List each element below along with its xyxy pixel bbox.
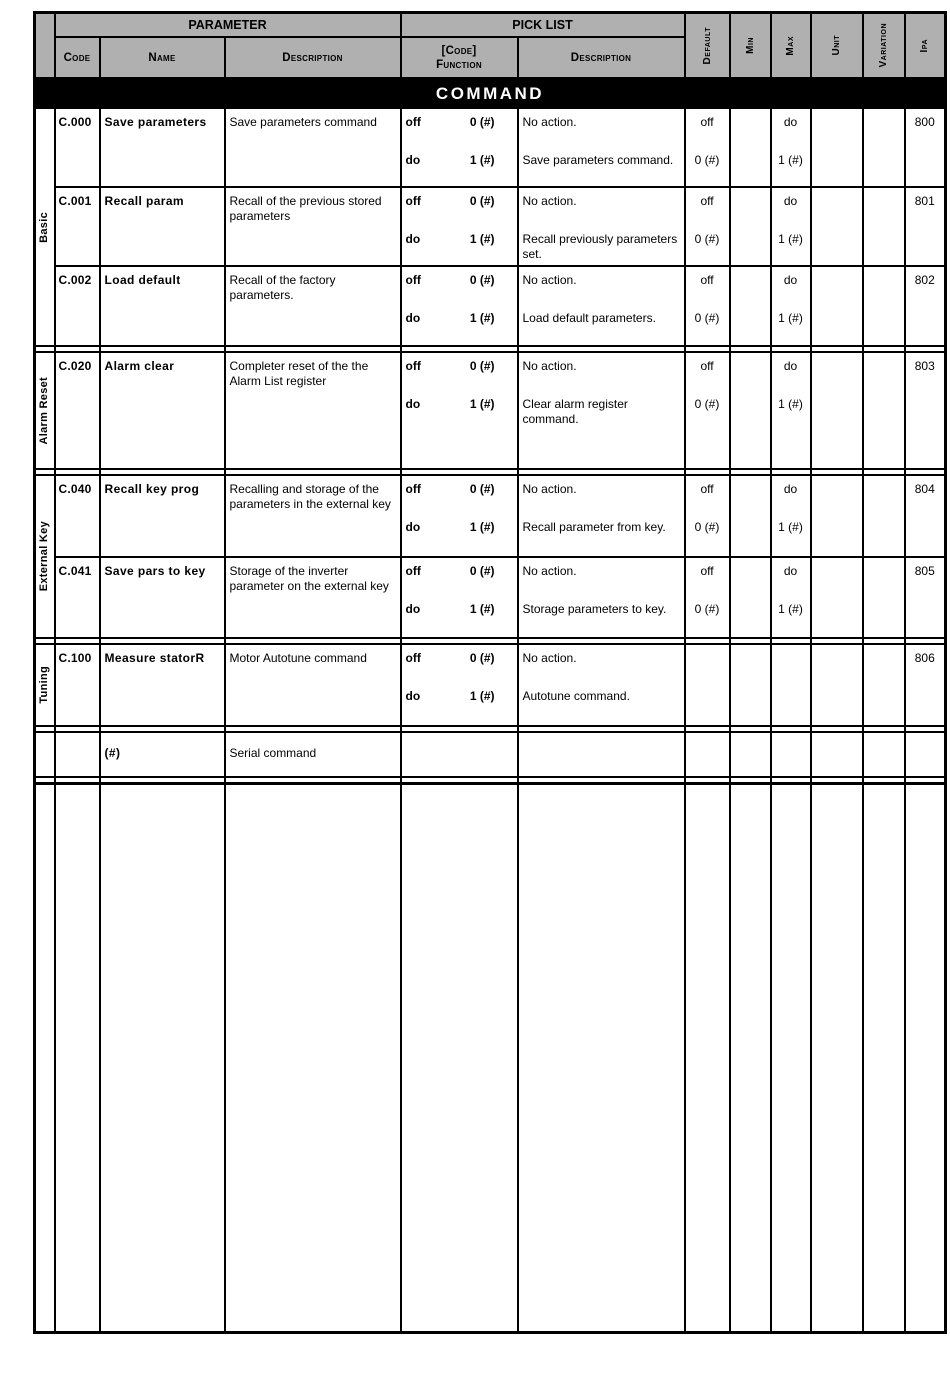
column-header-pick-description: Description bbox=[518, 37, 685, 78]
param-code: C.001 bbox=[55, 187, 100, 266]
ipa-value: 804 bbox=[905, 475, 946, 557]
table-row bbox=[35, 732, 946, 777]
empty-cell bbox=[863, 784, 905, 1333]
param-name: Measure statorR bbox=[100, 644, 225, 726]
param-description: Motor Autotune command bbox=[225, 644, 401, 726]
pick-function: do bbox=[405, 520, 421, 534]
param-name: (#) bbox=[100, 732, 225, 777]
column-header-unit: Unit bbox=[811, 13, 863, 79]
pick-function-cell bbox=[401, 187, 518, 266]
pick-description: No action. bbox=[522, 651, 577, 665]
unit-value bbox=[811, 475, 863, 557]
min-value bbox=[730, 644, 771, 726]
max-value: do 1 (#) bbox=[771, 108, 811, 187]
group-label-cell bbox=[35, 475, 55, 638]
pick-description-cell bbox=[518, 266, 685, 346]
column-header-max: Max bbox=[771, 13, 811, 79]
column-header-variation: Variation bbox=[863, 13, 905, 79]
table-row bbox=[35, 557, 946, 638]
min-value bbox=[730, 352, 771, 469]
ipa-value: 801 bbox=[905, 187, 946, 266]
pick-code: 1 (#) bbox=[469, 689, 495, 703]
ipa-value: 806 bbox=[905, 644, 946, 726]
ipa-value: 805 bbox=[905, 557, 946, 638]
unit-value bbox=[811, 557, 863, 638]
pick-description-cell bbox=[518, 187, 685, 266]
param-name: Load default bbox=[100, 266, 225, 346]
empty-cell bbox=[225, 784, 401, 1333]
pick-description: No action. bbox=[522, 482, 577, 496]
default-value: off 0 (#) bbox=[685, 557, 730, 638]
unit-value bbox=[811, 732, 863, 777]
empty-cell bbox=[730, 784, 771, 1333]
min-value bbox=[730, 557, 771, 638]
default-value: off 0 (#) bbox=[685, 352, 730, 469]
min-value bbox=[730, 187, 771, 266]
table-row bbox=[35, 187, 946, 266]
default-value bbox=[685, 644, 730, 726]
header-row-groups bbox=[35, 13, 946, 38]
unit-value bbox=[811, 187, 863, 266]
param-name: Save pars to key bbox=[100, 557, 225, 638]
pick-function-cell bbox=[401, 352, 518, 469]
unit-value bbox=[811, 108, 863, 187]
min-value bbox=[730, 732, 771, 777]
pick-description-cell bbox=[518, 557, 685, 638]
default-value: off 0 (#) bbox=[685, 475, 730, 557]
min-value bbox=[730, 266, 771, 346]
max-value: do 1 (#) bbox=[771, 475, 811, 557]
pick-code: 0 (#) bbox=[469, 194, 495, 208]
param-description: Recalling and storage of the parameters in the external key bbox=[225, 475, 401, 557]
pick-function: off bbox=[405, 115, 421, 129]
parameter-group-header: PARAMETER bbox=[55, 13, 401, 38]
ipa-value bbox=[905, 732, 946, 777]
empty-cell bbox=[685, 784, 730, 1333]
unit-value bbox=[811, 266, 863, 346]
variation-value bbox=[863, 108, 905, 187]
param-code: C.100 bbox=[55, 644, 100, 726]
group-label: Basic bbox=[38, 211, 51, 243]
empty-cell bbox=[100, 784, 225, 1333]
param-name: Recall param bbox=[100, 187, 225, 266]
pick-function: off bbox=[405, 359, 421, 373]
default-value bbox=[685, 732, 730, 777]
pick-function-cell bbox=[401, 557, 518, 638]
pick-description-cell bbox=[518, 644, 685, 726]
param-name: Alarm clear bbox=[100, 352, 225, 469]
parameter-table bbox=[33, 11, 947, 1334]
empty-cell bbox=[905, 784, 946, 1333]
param-description: Recall of the factory parameters. bbox=[225, 266, 401, 346]
pick-code: 0 (#) bbox=[469, 651, 495, 665]
section-tuning bbox=[35, 644, 946, 726]
pick-description-cell bbox=[518, 108, 685, 187]
pick-function: do bbox=[405, 232, 421, 246]
table-header bbox=[35, 13, 946, 109]
group-label-cell bbox=[35, 108, 55, 346]
empty-row bbox=[35, 784, 946, 1333]
max-value bbox=[771, 732, 811, 777]
table-row bbox=[35, 352, 946, 469]
variation-value bbox=[863, 732, 905, 777]
param-code: C.000 bbox=[55, 108, 100, 187]
column-header-ipa: Ipa bbox=[905, 13, 946, 79]
pick-description: No action. bbox=[522, 194, 577, 208]
section-alarm-reset bbox=[35, 352, 946, 469]
param-description: Serial command bbox=[225, 732, 401, 777]
empty-cell bbox=[401, 784, 518, 1333]
pick-description-cell bbox=[518, 475, 685, 557]
pick-function: do bbox=[405, 311, 421, 325]
column-header-description: Description bbox=[225, 37, 401, 78]
unit-value bbox=[811, 352, 863, 469]
pick-description: Load default parameters. bbox=[522, 311, 656, 325]
pick-code: 1 (#) bbox=[469, 397, 495, 411]
pick-description: Recall parameter from key. bbox=[522, 520, 666, 534]
default-value: off 0 (#) bbox=[685, 187, 730, 266]
column-header-function: [Code] Function bbox=[401, 37, 518, 78]
group-label: Alarm Reset bbox=[38, 376, 51, 445]
param-code: C.041 bbox=[55, 557, 100, 638]
group-label: External Key bbox=[38, 521, 51, 592]
param-name: Save parameters bbox=[100, 108, 225, 187]
pick-code: 0 (#) bbox=[469, 115, 495, 129]
max-value bbox=[771, 644, 811, 726]
group-label-cell bbox=[35, 352, 55, 469]
pick-description-cell bbox=[518, 352, 685, 469]
pick-description: No action. bbox=[522, 359, 577, 373]
default-value: off 0 (#) bbox=[685, 108, 730, 187]
section-serial bbox=[35, 732, 946, 777]
pick-code: 1 (#) bbox=[469, 232, 495, 246]
table-row bbox=[35, 266, 946, 346]
column-header-default: Default bbox=[685, 13, 730, 79]
table-row bbox=[35, 108, 946, 187]
pick-function: do bbox=[405, 153, 421, 167]
max-value: do 1 (#) bbox=[771, 187, 811, 266]
param-code: C.002 bbox=[55, 266, 100, 346]
max-value: do 1 (#) bbox=[771, 266, 811, 346]
variation-value bbox=[863, 557, 905, 638]
ipa-value: 802 bbox=[905, 266, 946, 346]
param-description: Storage of the inverter parameter on the external key bbox=[225, 557, 401, 638]
ipa-value: 800 bbox=[905, 108, 946, 187]
pick-description: Clear alarm register command. bbox=[522, 397, 628, 426]
variation-value bbox=[863, 187, 905, 266]
pick-description: Save parameters command. bbox=[522, 153, 674, 167]
column-header-code: Code bbox=[55, 37, 100, 78]
pick-description: Autotune command. bbox=[522, 689, 630, 703]
pick-function-cell bbox=[401, 644, 518, 726]
pick-function-cell bbox=[401, 266, 518, 346]
param-name: Recall key prog bbox=[100, 475, 225, 557]
column-header-min: Min bbox=[730, 13, 771, 79]
pick-code: 1 (#) bbox=[469, 602, 495, 616]
pick-function-cell bbox=[401, 108, 518, 187]
pick-code: 1 (#) bbox=[469, 153, 495, 167]
pick-function-cell bbox=[401, 475, 518, 557]
pick-function-cell bbox=[401, 732, 518, 777]
variation-value bbox=[863, 266, 905, 346]
column-header-name: Name bbox=[100, 37, 225, 78]
pick-description: Recall previously parameters set. bbox=[522, 232, 678, 261]
pick-description: No action. bbox=[522, 564, 577, 578]
command-band bbox=[35, 78, 946, 108]
empty-cell bbox=[811, 784, 863, 1333]
param-description: Recall of the previous stored parameters bbox=[225, 187, 401, 266]
param-description: Save parameters command bbox=[225, 108, 401, 187]
pick-code: 0 (#) bbox=[469, 359, 495, 373]
empty-cell bbox=[35, 784, 55, 1333]
pick-description: No action. bbox=[522, 115, 577, 129]
pick-description: Storage parameters to key. bbox=[522, 602, 667, 616]
pick-function: off bbox=[405, 651, 421, 665]
param-code: C.020 bbox=[55, 352, 100, 469]
group-column-header bbox=[35, 13, 55, 79]
empty-cell bbox=[771, 784, 811, 1333]
command-band-title: COMMAND bbox=[35, 78, 946, 108]
table-row bbox=[35, 475, 946, 557]
param-code bbox=[55, 732, 100, 777]
empty-cell bbox=[518, 784, 685, 1333]
ipa-value: 803 bbox=[905, 352, 946, 469]
pick-function: do bbox=[405, 689, 421, 703]
section-empty bbox=[35, 784, 946, 1333]
picklist-group-header: PICK LIST bbox=[401, 13, 685, 38]
pick-function: off bbox=[405, 273, 421, 287]
section-external-key bbox=[35, 475, 946, 638]
variation-value bbox=[863, 644, 905, 726]
empty-cell bbox=[55, 784, 100, 1333]
table-row bbox=[35, 644, 946, 726]
pick-function: off bbox=[405, 194, 421, 208]
unit-value bbox=[811, 644, 863, 726]
pick-function: off bbox=[405, 564, 421, 578]
variation-value bbox=[863, 352, 905, 469]
pick-code: 0 (#) bbox=[469, 564, 495, 578]
section-basic bbox=[35, 108, 946, 346]
pick-function: off bbox=[405, 482, 421, 496]
min-value bbox=[730, 108, 771, 187]
max-value: do 1 (#) bbox=[771, 557, 811, 638]
param-description: Completer reset of the the Alarm List register bbox=[225, 352, 401, 469]
variation-value bbox=[863, 475, 905, 557]
default-value: off 0 (#) bbox=[685, 266, 730, 346]
group-label-cell bbox=[35, 644, 55, 726]
pick-description: No action. bbox=[522, 273, 577, 287]
pick-function: do bbox=[405, 602, 421, 616]
group-label-cell bbox=[35, 732, 55, 777]
max-value: do 1 (#) bbox=[771, 352, 811, 469]
pick-code: 0 (#) bbox=[469, 273, 495, 287]
pick-code: 1 (#) bbox=[469, 520, 495, 534]
pick-code: 1 (#) bbox=[469, 311, 495, 325]
min-value bbox=[730, 475, 771, 557]
pick-description-cell bbox=[518, 732, 685, 777]
pick-function: do bbox=[405, 397, 421, 411]
param-code: C.040 bbox=[55, 475, 100, 557]
pick-code: 0 (#) bbox=[469, 482, 495, 496]
group-label: Tuning bbox=[38, 666, 51, 704]
